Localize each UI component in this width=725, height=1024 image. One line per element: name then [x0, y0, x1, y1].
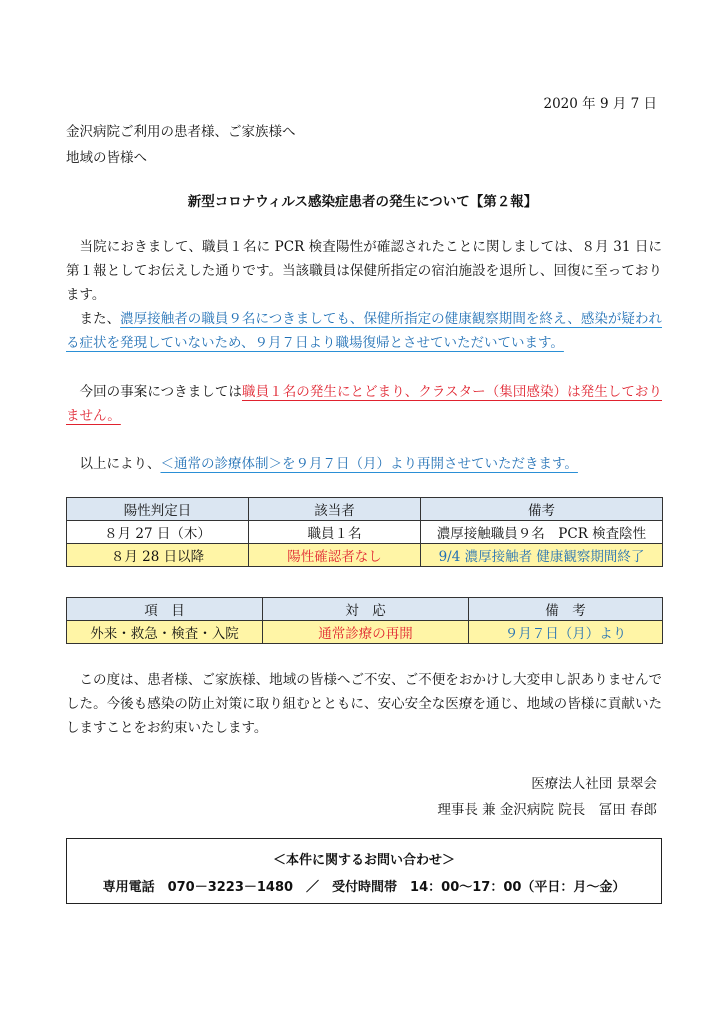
contact-phone-hours: 専用電話 070－3223－1480 ／ 受付時間帯 14：00～17：00（平日：月～金）	[102, 880, 626, 895]
document-title: 新型コロナウィルス感染症患者の発生について【第２報】	[187, 194, 538, 210]
resume-highlight: ＜通常の診療体制＞を９月７日（月）より再開させていただきます。	[160, 456, 578, 472]
paragraph-resume-prefix: 以上により、	[79, 456, 161, 472]
paragraph-close-contacts-prefix: また、	[79, 311, 121, 327]
operations-table-header	[67, 598, 663, 621]
table-row	[67, 521, 663, 544]
paragraph-close-contacts	[66, 307, 662, 355]
status-table	[66, 497, 663, 567]
cell-response: 通常診療の再開	[263, 621, 469, 644]
cell-remarks: ９月７日（月）より	[469, 621, 663, 644]
signature-person: 理事長 兼 金沢病院 院長 冨田 春郎	[437, 802, 657, 818]
header-remarks: 備 考	[469, 598, 663, 621]
addressee-community: 地域の皆様へ	[66, 150, 147, 166]
header-subject: 該当者	[249, 498, 421, 521]
cell-date: ８月 27 日（木）	[67, 521, 249, 544]
status-table-header	[67, 498, 663, 521]
table-row	[67, 621, 663, 644]
document-date: 2020 年 9 月 7 日	[543, 96, 657, 112]
paragraph-no-cluster	[66, 380, 662, 428]
cell-subject: 陽性確認者なし	[249, 544, 421, 567]
header-item: 項 目	[67, 598, 263, 621]
operations-table	[66, 597, 663, 644]
paragraph-resume	[66, 452, 662, 476]
header-response: 対 応	[263, 598, 469, 621]
cell-remarks: 9/4 濃厚接触者 健康観察期間終了	[421, 544, 663, 567]
signature-organization: 医療法人社団 景翠会	[531, 776, 657, 792]
paragraph-first-report: 当院におきまして、職員１名に PCR 検査陽性が確認されたことに関しましては、８月 31 日に第１報としてお伝えした通りです。当該職員は保健所指定の宿泊施設を退所し、回復に至っております。	[66, 239, 662, 303]
header-test-date: 陽性判定日	[67, 498, 249, 521]
addressee-patients: 金沢病院ご利用の患者様、ご家族様へ	[66, 124, 296, 140]
header-remarks: 備考	[421, 498, 663, 521]
cell-subject: 職員１名	[249, 521, 421, 544]
close-contacts-highlight: 濃厚接触者の職員９名につきましても、保健所指定の健康観察期間を終え、感染が疑われる症状を発現していないため、９月７日より職場復帰とさせていただいています。	[66, 311, 662, 351]
paragraph-no-cluster-prefix: 今回の事案につきましては	[79, 384, 242, 400]
cell-date: ８月 28 日以降	[67, 544, 249, 567]
cell-item: 外来・救急・検査・入院	[67, 621, 263, 644]
contact-box	[66, 838, 662, 904]
paragraph-apology: この度は、患者様、ご家族様、地域の皆様へご不安、ご不便をおかけし大変申し訳ありませんでした。今後も感染の防止対策に取り組むとともに、安心安全な医療を通じ、地域の皆様に貢献いたしますことをお約束いたします。	[66, 672, 662, 736]
no-cluster-highlight: 職員１名の発生にとどまり、クラスター（集団感染）は発生しておりません。	[66, 384, 662, 424]
contact-heading: ＜本件に関するお問い合わせ＞	[272, 853, 455, 868]
cell-remarks: 濃厚接触職員９名 PCR 検査陰性	[421, 521, 663, 544]
table-row	[67, 544, 663, 567]
